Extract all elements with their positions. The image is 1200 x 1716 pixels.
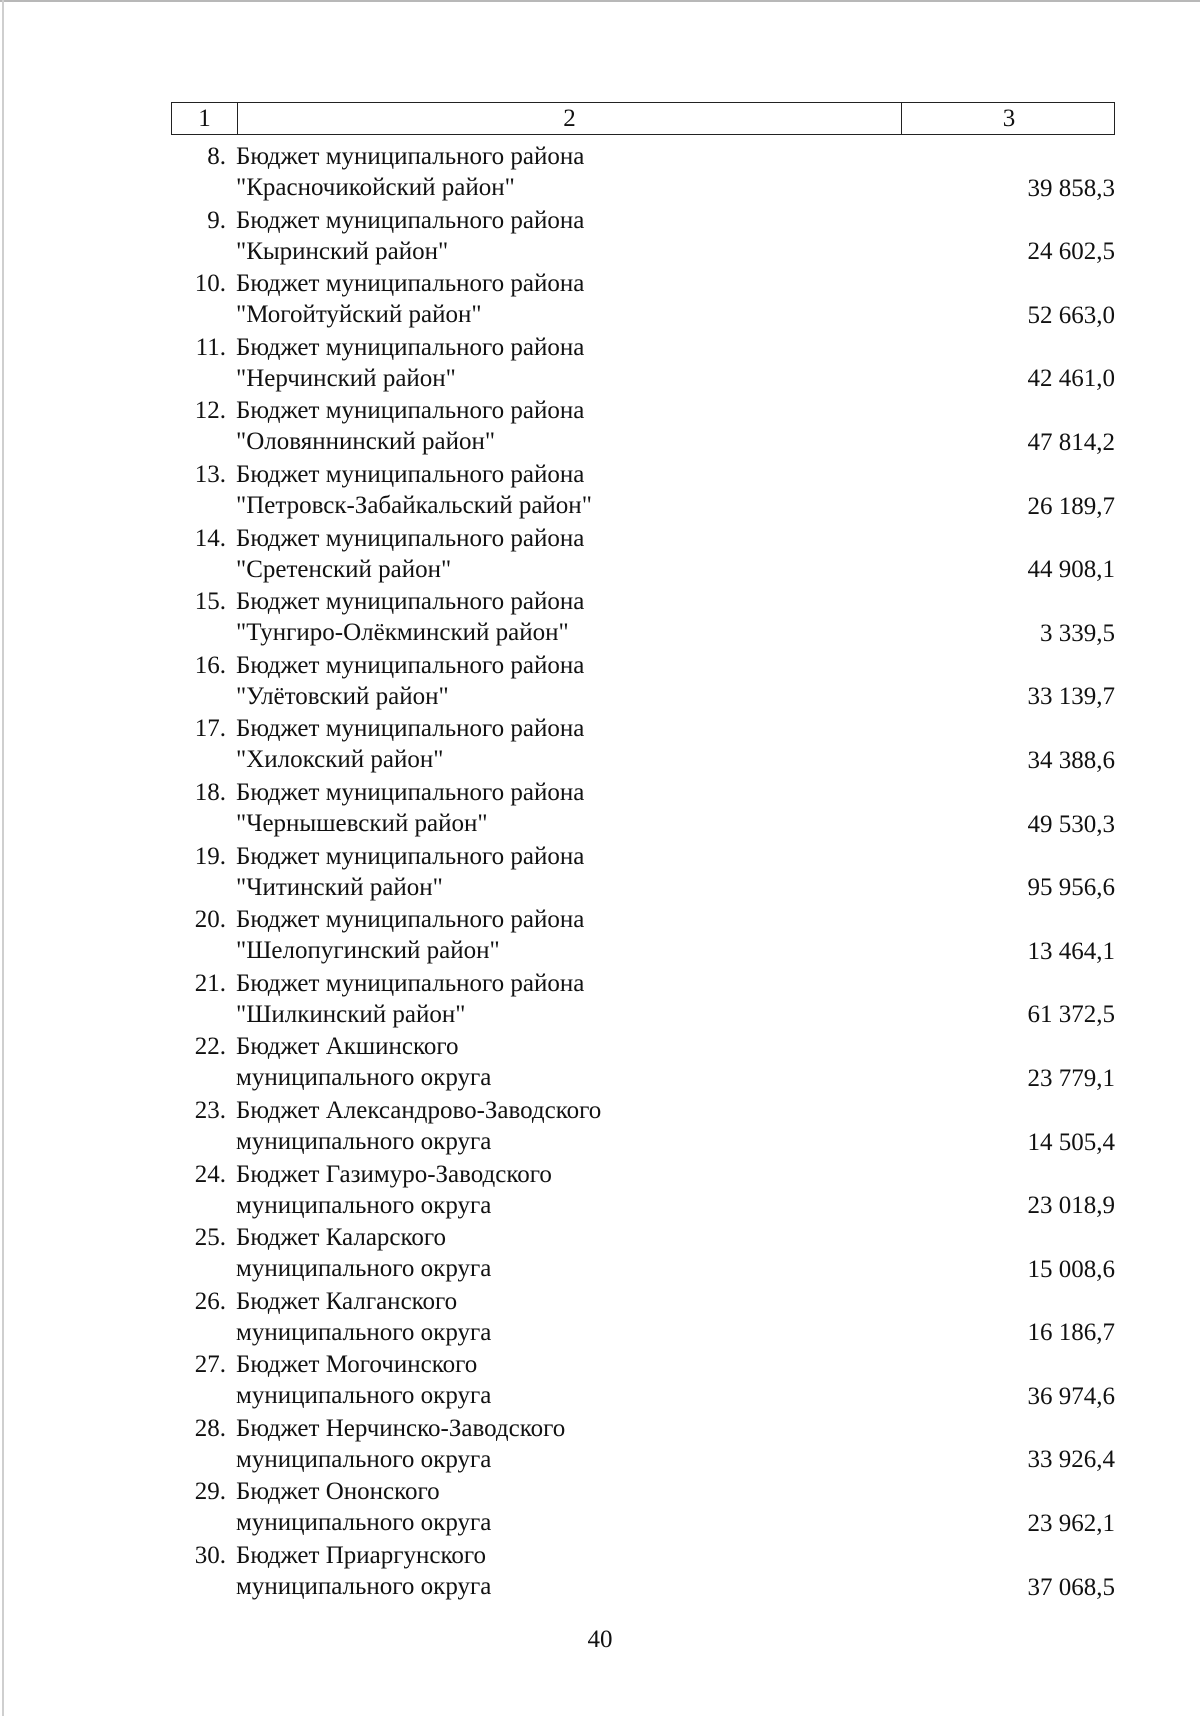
table-row xyxy=(171,332,1115,396)
budget-name-line2: "Шилкинский район" xyxy=(236,1000,466,1028)
budget-name-line1: Бюджет муниципального района xyxy=(236,715,585,743)
budget-name xyxy=(236,395,900,459)
budget-name-line2: муниципального округа xyxy=(236,1382,492,1410)
budget-amount: 52 663,0 xyxy=(1027,301,1115,329)
table-row xyxy=(171,1031,1115,1095)
table-row xyxy=(171,1286,1115,1350)
budget-name-line1: Бюджет Нерчинско-Заводского xyxy=(236,1414,566,1442)
row-number: 20. xyxy=(194,906,226,934)
budget-amount: 42 461,0 xyxy=(1027,365,1115,393)
table-row xyxy=(171,713,1115,777)
budget-name xyxy=(236,713,900,777)
budget-amount: 23 962,1 xyxy=(1027,1510,1115,1538)
page-number: 40 xyxy=(587,1626,613,1653)
table-row xyxy=(171,205,1115,269)
scan-top-edge xyxy=(0,0,1200,2)
budget-amount: 39 858,3 xyxy=(1027,174,1115,202)
row-number: 30. xyxy=(194,1542,226,1570)
budget-name-line1: Бюджет Акшинского xyxy=(236,1033,459,1061)
budget-amount: 49 530,3 xyxy=(1027,810,1115,838)
row-number: 23. xyxy=(194,1096,226,1124)
budget-name xyxy=(236,1349,900,1413)
table-row xyxy=(171,968,1115,1032)
budget-amount: 16 186,7 xyxy=(1027,1319,1115,1347)
budget-amount: 95 956,6 xyxy=(1027,874,1115,902)
budget-name-line1: Бюджет муниципального района xyxy=(236,460,585,488)
table-row xyxy=(171,1540,1115,1604)
budget-name xyxy=(236,777,900,841)
budget-name xyxy=(236,1031,900,1095)
table-row xyxy=(171,268,1115,332)
budget-name xyxy=(236,205,900,269)
budget-name-line1: Бюджет муниципального района xyxy=(236,524,585,552)
budget-name xyxy=(236,1286,900,1350)
budget-name-line2: "Тунгиро-Олёкминский район" xyxy=(236,619,569,647)
budget-name-line2: муниципального округа xyxy=(236,1318,492,1346)
scan-left-edge xyxy=(2,0,4,1716)
budget-name-line2: "Улётовский район" xyxy=(236,682,449,710)
row-number: 27. xyxy=(194,1351,226,1379)
table-row xyxy=(171,1095,1115,1159)
row-number: 9. xyxy=(207,206,226,234)
budget-amount: 37 068,5 xyxy=(1027,1573,1115,1601)
budget-name-line1: Бюджет муниципального района xyxy=(236,206,585,234)
budget-name-line2: муниципального округа xyxy=(236,1191,492,1219)
budget-name-line2: муниципального округа xyxy=(236,1255,492,1283)
budget-name-line1: Бюджет Газимуро-Заводского xyxy=(236,1160,552,1188)
budget-name xyxy=(236,1413,900,1477)
budget-name xyxy=(236,586,900,650)
budget-name-line2: "Петровск-Забайкальский район" xyxy=(236,491,592,519)
budget-amount: 14 505,4 xyxy=(1027,1128,1115,1156)
budget-name-line2: "Нерчинский район" xyxy=(236,364,456,392)
budget-name-line2: "Шелопугинский район" xyxy=(236,937,500,965)
budget-name-line2: муниципального округа xyxy=(236,1573,492,1601)
row-number: 8. xyxy=(207,143,226,170)
budget-name xyxy=(236,141,900,205)
table-row xyxy=(171,904,1115,968)
budget-name-line1: Бюджет муниципального района xyxy=(236,333,585,361)
row-number: 17. xyxy=(194,715,226,743)
table-row xyxy=(171,1222,1115,1286)
budget-amount: 44 908,1 xyxy=(1027,556,1115,584)
table-header xyxy=(171,102,1115,135)
budget-name-line2: муниципального округа xyxy=(236,1064,492,1092)
budget-amount: 33 139,7 xyxy=(1027,683,1115,711)
row-number: 25. xyxy=(194,1224,226,1252)
budget-name-line1: Бюджет Калганского xyxy=(236,1287,458,1315)
row-number: 13. xyxy=(194,460,226,488)
budget-name-line1: Бюджет Каларского xyxy=(236,1224,447,1252)
budget-name xyxy=(236,1222,900,1286)
row-number: 22. xyxy=(194,1033,226,1061)
column-header-1: 1 xyxy=(198,105,211,132)
budget-name-line1: Бюджет Могочинского xyxy=(236,1351,478,1379)
budget-name xyxy=(236,268,900,332)
budget-name-line1: Бюджет муниципального района xyxy=(236,778,585,806)
budget-name-line1: Бюджет Приаргунского xyxy=(236,1542,486,1570)
budget-name xyxy=(236,459,900,523)
budget-amount: 34 388,6 xyxy=(1027,746,1115,774)
budget-name-line2: "Оловяннинский район" xyxy=(236,428,496,456)
budget-name xyxy=(236,968,900,1032)
budget-name-line1: Бюджет муниципального района xyxy=(236,270,585,298)
budget-amount: 36 974,6 xyxy=(1027,1382,1115,1410)
table-row xyxy=(171,523,1115,587)
row-number: 28. xyxy=(194,1414,226,1442)
budget-name-line2: "Чернышевский район" xyxy=(236,809,488,837)
budget-amount: 26 189,7 xyxy=(1027,492,1115,520)
budget-name xyxy=(236,523,900,587)
row-number: 19. xyxy=(194,842,226,870)
table-row xyxy=(171,1349,1115,1413)
budget-name-line1: Бюджет муниципального района xyxy=(236,969,585,997)
row-number: 16. xyxy=(194,651,226,679)
table-row xyxy=(171,1159,1115,1223)
budget-name-line2: муниципального округа xyxy=(236,1445,492,1473)
budget-amount: 15 008,6 xyxy=(1027,1255,1115,1283)
column-header-2: 2 xyxy=(237,103,901,134)
budget-name xyxy=(236,1476,900,1540)
budget-amount: 3 339,5 xyxy=(1040,619,1115,647)
budget-name-line1: Бюджет Александрово-Заводского xyxy=(236,1096,602,1124)
table-row xyxy=(171,586,1115,650)
budget-amount: 47 814,2 xyxy=(1027,428,1115,456)
row-number: 21. xyxy=(194,969,226,997)
document-page xyxy=(171,102,1115,1604)
budget-name-line1: Бюджет муниципального района xyxy=(236,906,585,934)
budget-amount: 61 372,5 xyxy=(1027,1001,1115,1029)
table-row xyxy=(171,777,1115,841)
budget-name xyxy=(236,1095,900,1159)
table-row xyxy=(171,395,1115,459)
budget-amount: 13 464,1 xyxy=(1027,937,1115,965)
budget-amount: 23 779,1 xyxy=(1027,1064,1115,1092)
budget-name xyxy=(236,904,900,968)
row-number: 26. xyxy=(194,1287,226,1315)
budget-name-line2: "Сретенский район" xyxy=(236,555,452,583)
budget-name-line1: Бюджет муниципального района xyxy=(236,651,585,679)
budget-name xyxy=(236,650,900,714)
row-number: 14. xyxy=(194,524,226,552)
table-row xyxy=(171,459,1115,523)
budget-name xyxy=(236,841,900,905)
budget-amount: 24 602,5 xyxy=(1027,238,1115,266)
table-row xyxy=(171,1413,1115,1477)
budget-name xyxy=(236,1540,900,1604)
budget-table-body xyxy=(171,141,1115,1604)
budget-name-line2: "Красночикойский район" xyxy=(236,174,515,201)
budget-name-line1: Бюджет Ононского xyxy=(236,1478,440,1506)
budget-name-line1: Бюджет муниципального района xyxy=(236,842,585,870)
row-number: 11. xyxy=(195,333,226,361)
budget-name-line2: "Читинский район" xyxy=(236,873,443,901)
budget-name-line2: "Кыринский район" xyxy=(236,237,449,265)
budget-name xyxy=(236,332,900,396)
row-number: 29. xyxy=(194,1478,226,1506)
row-number: 15. xyxy=(194,588,226,616)
table-row xyxy=(171,1476,1115,1540)
row-number: 10. xyxy=(194,270,226,298)
budget-name-line2: муниципального округа xyxy=(236,1127,492,1155)
table-row xyxy=(171,841,1115,905)
budget-name-line1: Бюджет муниципального района xyxy=(236,397,585,425)
budget-name-line1: Бюджет муниципального района xyxy=(236,143,585,170)
table-row xyxy=(171,141,1115,205)
row-number: 12. xyxy=(194,397,226,425)
budget-name-line1: Бюджет муниципального района xyxy=(236,588,585,616)
budget-name xyxy=(236,1159,900,1223)
row-number: 18. xyxy=(194,778,226,806)
row-number: 24. xyxy=(194,1160,226,1188)
budget-name-line2: муниципального округа xyxy=(236,1509,492,1537)
budget-name-line2: "Могойтуйский район" xyxy=(236,301,482,329)
table-row xyxy=(171,650,1115,714)
budget-amount: 33 926,4 xyxy=(1027,1446,1115,1474)
budget-amount: 23 018,9 xyxy=(1027,1192,1115,1220)
budget-name-line2: "Хилокский район" xyxy=(236,746,444,774)
column-header-3: 3 xyxy=(901,103,1116,134)
